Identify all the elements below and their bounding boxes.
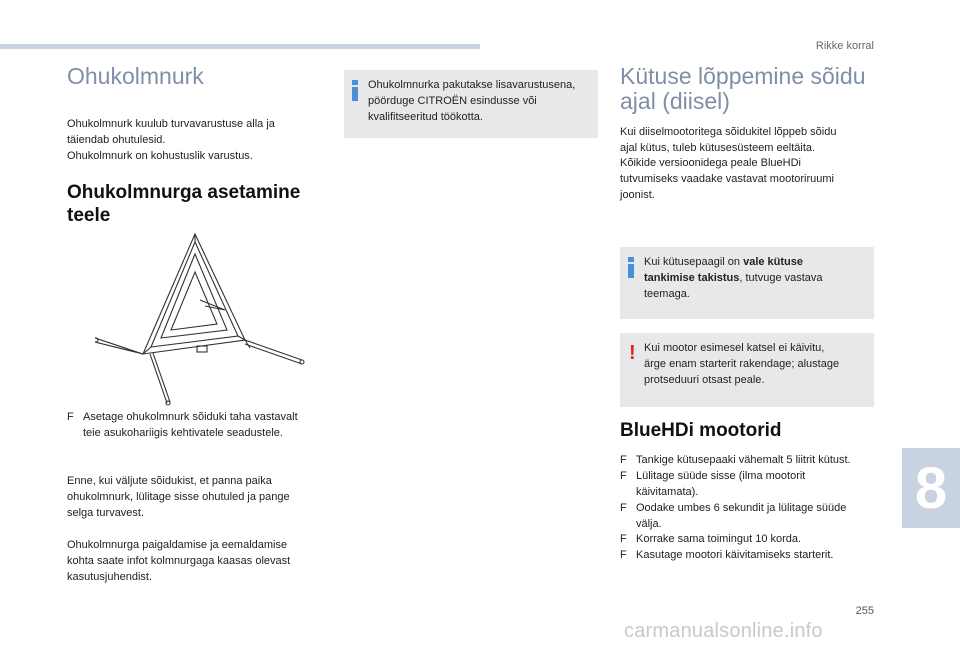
left-column — [67, 64, 331, 228]
list-item: F Korrake sama toimingut 10 korda. — [620, 533, 802, 546]
right-column — [620, 64, 876, 204]
list-item: F Lülitage süüde sisse (ilma mootorit käivitamata). — [620, 469, 806, 498]
watermark: carmanualsonline.info — [624, 620, 823, 642]
info-icon — [352, 80, 358, 101]
list-item: F Oodake umbes 6 sekundit ja lülitage süüde välja. — [620, 501, 847, 530]
list-item: F Kasutage mootori käivitamiseks starterit. — [620, 549, 834, 562]
section-title-fuel-running-out: Kütuse lõppemine sõidu ajal (diisel) — [620, 63, 866, 115]
intro-paragraph: Ohukolmnurk kuulub turvavarustuse alla ja täiendab ohutulesid. Ohukolmnurk on kohustuslik varustus. — [67, 118, 275, 163]
diesel-intro-paragraph: Kui diiselmootoritega sõidukitel lõppeb sõidu ajal kütus, tuleb kütusesüsteem eeltäita. Kõikide versioonidega peale BlueHDi tutvumiseks vaadake vastavat mootoriruumi joonist. — [620, 125, 837, 202]
bluehdi-steps-list — [620, 453, 882, 565]
section-label: Rikke korral — [815, 40, 874, 52]
starter-warning-box: ! Kui mootor esimesel katsel ei käivitu, ärge enam starterit rakendage; alustage protseduuri otsast peale. — [620, 333, 874, 407]
section-title-warning-triangle: Ohukolmnurk — [67, 63, 204, 89]
bluehdi-section — [620, 420, 882, 564]
page-number: 255 — [855, 605, 874, 617]
accessory-info-box: Ohukolmnurka pakutakse lisavarustusena, pöörduge CITROËN esindusse või kvalifitseeritud töökotta. — [344, 70, 598, 138]
warning-triangle-illustration — [95, 228, 315, 408]
placement-bullet-list — [67, 410, 331, 442]
warning-exclamation-icon: ! — [629, 342, 636, 364]
hazard-lights-paragraph: Enne, kui väljute sõidukist, et panna paika ohukolmnurk, lülitage sisse ohutuled ja pange selga turvavest. — [67, 474, 290, 519]
misfuel-info-box: Kui kütusepaagil on vale kütuse tankimise takistus, tutvuge vastava teemaga. — [620, 247, 874, 319]
info-icon — [628, 257, 634, 278]
subtitle-placing-triangle: Ohukolmnurga asetamine teele — [67, 182, 301, 226]
top-accent-bar — [0, 44, 480, 49]
subtitle-bluehdi: BlueHDi mootorid — [620, 420, 782, 441]
list-item: F Asetage ohukolmnurk sõiduki taha vastavalt teie asukohariigis kehtivatele seadustele. — [67, 411, 298, 439]
manual-reference-paragraph: Ohukolmnurga paigaldamise ja eemaldamise kohta saate infot kolmnurgaga kaasas olevast kasutusjuhendist. — [67, 538, 291, 583]
chapter-tab: 8 — [902, 448, 960, 528]
list-item: F Tankige kütusepaaki vähemalt 5 liitrit kütust. — [620, 453, 851, 466]
left-bottom-text — [67, 410, 331, 586]
